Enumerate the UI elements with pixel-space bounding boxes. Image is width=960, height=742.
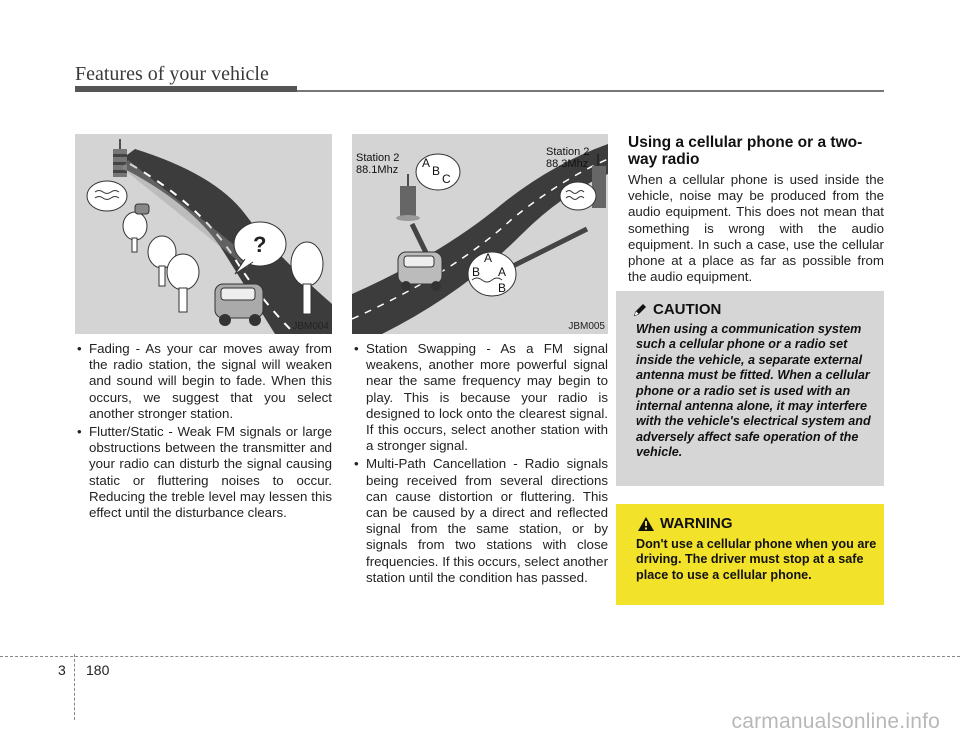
svg-text:B: B: [432, 164, 441, 178]
static-bubble-icon: [87, 181, 127, 211]
fading-illustration: [75, 134, 332, 334]
svg-text:88.3Mhz: 88.3Mhz: [546, 158, 589, 170]
svg-text:B: B: [472, 265, 481, 279]
page-header-title: Features of your vehicle: [75, 63, 269, 85]
bullet-multipath: • Multi-Path Cancellation - Radio signals being received from several directions can cause distortion or fluttering. This can be caused by a direct and reflected signal from the same station, or by signals from two stations with close frequencies. If this occurs, select another station until the condition has passed.: [352, 456, 608, 586]
multipath-bubble-icon: [468, 251, 516, 296]
header-rule: [297, 90, 884, 92]
svg-text:A: A: [422, 156, 431, 170]
svg-text:A: A: [498, 265, 507, 279]
footer-vertical-rule: [74, 654, 75, 720]
abc-bubble-icon: [416, 154, 460, 190]
caution-title: CAUTION: [633, 301, 721, 318]
section-paragraph: When a cellular phone is used inside the vehicle, noise may be produced from the audio equipment. This does not mean that something is wrong with the audio equipment. In such a case, use the cellular phone at a place as far as possible from the audio equipment.: [628, 172, 884, 285]
svg-text:B: B: [498, 281, 507, 295]
watermark: carmanualsonline.info: [731, 710, 940, 733]
svg-text:Station 2: Station 2: [546, 146, 590, 158]
figure-station-swapping: [352, 134, 608, 334]
figure-code: JBM005: [568, 321, 605, 332]
bullet-station-swapping: • Station Swapping - As a FM signal weakens, another more powerful signal near the same frequency may begin to play. This is because your radio is designed to lock onto the clearest signal. If this occurs, select another station with a stronger signal.: [352, 341, 608, 454]
warning-box: [616, 504, 884, 605]
figure-code: JBM004: [292, 321, 329, 332]
page-number: 180: [86, 662, 110, 678]
column-1-text: [75, 341, 332, 523]
svg-text:A: A: [484, 251, 493, 265]
warning-text: Don't use a cellular phone when you are driving. The driver must stop at a safe place to use a cellular phone.: [636, 537, 877, 582]
station-illustration: [352, 134, 608, 334]
figure-fading: [75, 134, 332, 334]
pencil-icon: [633, 303, 647, 317]
caution-text: When using a communication system such a cellular phone or a radio set inside the vehicle, a separate external antenna must be fitted. When a cellular phone or a radio set is used with an internal antenna alone, it may interfere with the vehicle's electrical system and adversely affect safe operation of the vehicle.: [636, 322, 871, 460]
column-2-text: [352, 341, 608, 588]
caution-box: [616, 291, 884, 486]
svg-text:?: ?: [253, 232, 267, 257]
warning-title: WARNING: [638, 515, 733, 532]
chapter-number: 3: [58, 662, 66, 678]
section-title: Using a cellular phone or a two-way radio: [628, 134, 863, 168]
bullet-flutter-static: • Flutter/Static - Weak FM signals or large obstructions between the transmitter and your radio can disturb the signal causing static or fluttering noises to occur. Reducing the treble level may lessen this effect until the disturbance clears.: [75, 424, 332, 521]
footer-rule: [0, 656, 960, 657]
header-bar: [75, 86, 297, 92]
svg-text:C: C: [442, 172, 451, 186]
static-bubble-right-icon: [560, 182, 596, 210]
warning-triangle-icon: [638, 517, 654, 531]
svg-text:Station 2: Station 2: [356, 152, 400, 164]
bullet-fading: • Fading - As your car moves away from the radio station, the signal will weaken and sound will begin to fade. When this occurs, we suggest that you select another stronger station.: [75, 341, 332, 422]
svg-text:88.1Mhz: 88.1Mhz: [356, 164, 399, 176]
